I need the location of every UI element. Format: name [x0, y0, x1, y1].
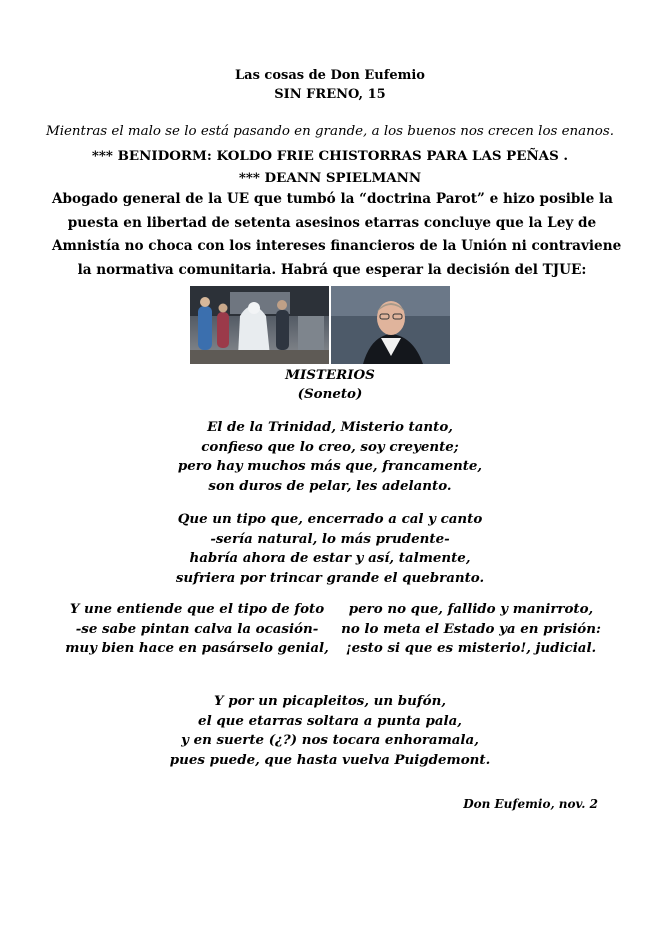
intro-line: Abogado general de la UE que tumbó la “doctrina Parot” e hizo posible la	[52, 191, 613, 207]
verse-line: son duros de pelar, les adelanto.	[208, 477, 452, 494]
portrait-photo	[331, 286, 450, 364]
verse-line: pero no que, fallido y manirroto,	[348, 601, 594, 617]
verse-line: habría ahora de estar y así, talmente,	[189, 550, 471, 566]
headline-spielmann: *** DEANN SPIELMANN	[238, 170, 422, 186]
verse-line: El de la Trinidad, Misterio tanto,	[207, 419, 453, 435]
verse-line: Que un tipo que, encerrado a cal y canto	[177, 511, 483, 527]
verse-line: pues puede, que hasta vuelva Puigdemont.	[169, 751, 491, 768]
headline-benidorm: *** BENIDORM: KOLDO FRIE CHISTORRAS PARA LAS PEÑAS .	[91, 148, 569, 164]
verse-line: muy bien hace en pasárselo genial,	[65, 640, 329, 656]
intro-line: puesta en libertad de setenta asesinos etarras concluye que la Ley de	[67, 214, 597, 231]
street-crowd-photo	[190, 286, 329, 364]
verse-line: pero hay muchos más que, francamente,	[177, 458, 483, 474]
verse-line: -sería natural, lo más prudente-	[210, 530, 450, 547]
stanza-1	[0, 418, 660, 496]
tagline: Mientras el malo se lo está pasando en grande, a los buenos nos crecen los enanos.	[46, 124, 614, 139]
verse-line: -se sabe pintan calva la ocasión-	[75, 620, 319, 637]
stanza-2	[0, 510, 660, 588]
verse-line: sufriera por trincar grande el quebranto.	[175, 569, 485, 586]
signature: Don Eufemio, nov. 2	[463, 797, 598, 811]
verse-line: el que etarras soltara a punta pala,	[198, 712, 462, 729]
poem-subtitle: (Soneto)	[297, 386, 363, 402]
verse-line: Y por un picapleitos, un bufón,	[213, 693, 446, 709]
verse-line: ¡esto si que es misterio!, judicial.	[345, 640, 597, 656]
poem-title: MISTERIOS	[285, 367, 375, 383]
stanza-4	[0, 692, 660, 770]
verse-line: confieso que lo creo, soy creyente;	[201, 438, 459, 455]
stanza-3-left	[62, 600, 332, 659]
photo-strip	[190, 286, 450, 364]
verse-line: Y une entiende que el tipo de foto	[69, 601, 325, 617]
verse-line: y en suerte (¿?) nos tocara enhoramala,	[181, 732, 479, 748]
stanza-3-right	[336, 600, 606, 659]
intro-line: Amnistía no choca con los intereses financieros de la Unión ni contraviene	[52, 238, 622, 254]
verse-line: no lo meta el Estado ya en prisión:	[341, 620, 601, 637]
header-title: Las cosas de Don Eufemio	[235, 68, 425, 83]
intro-line: la normativa comunitaria. Habrá que esperar la decisión del TJUE:	[77, 261, 587, 278]
header-subtitle: SIN FRENO, 15	[274, 87, 386, 102]
intro-paragraph	[52, 188, 622, 282]
